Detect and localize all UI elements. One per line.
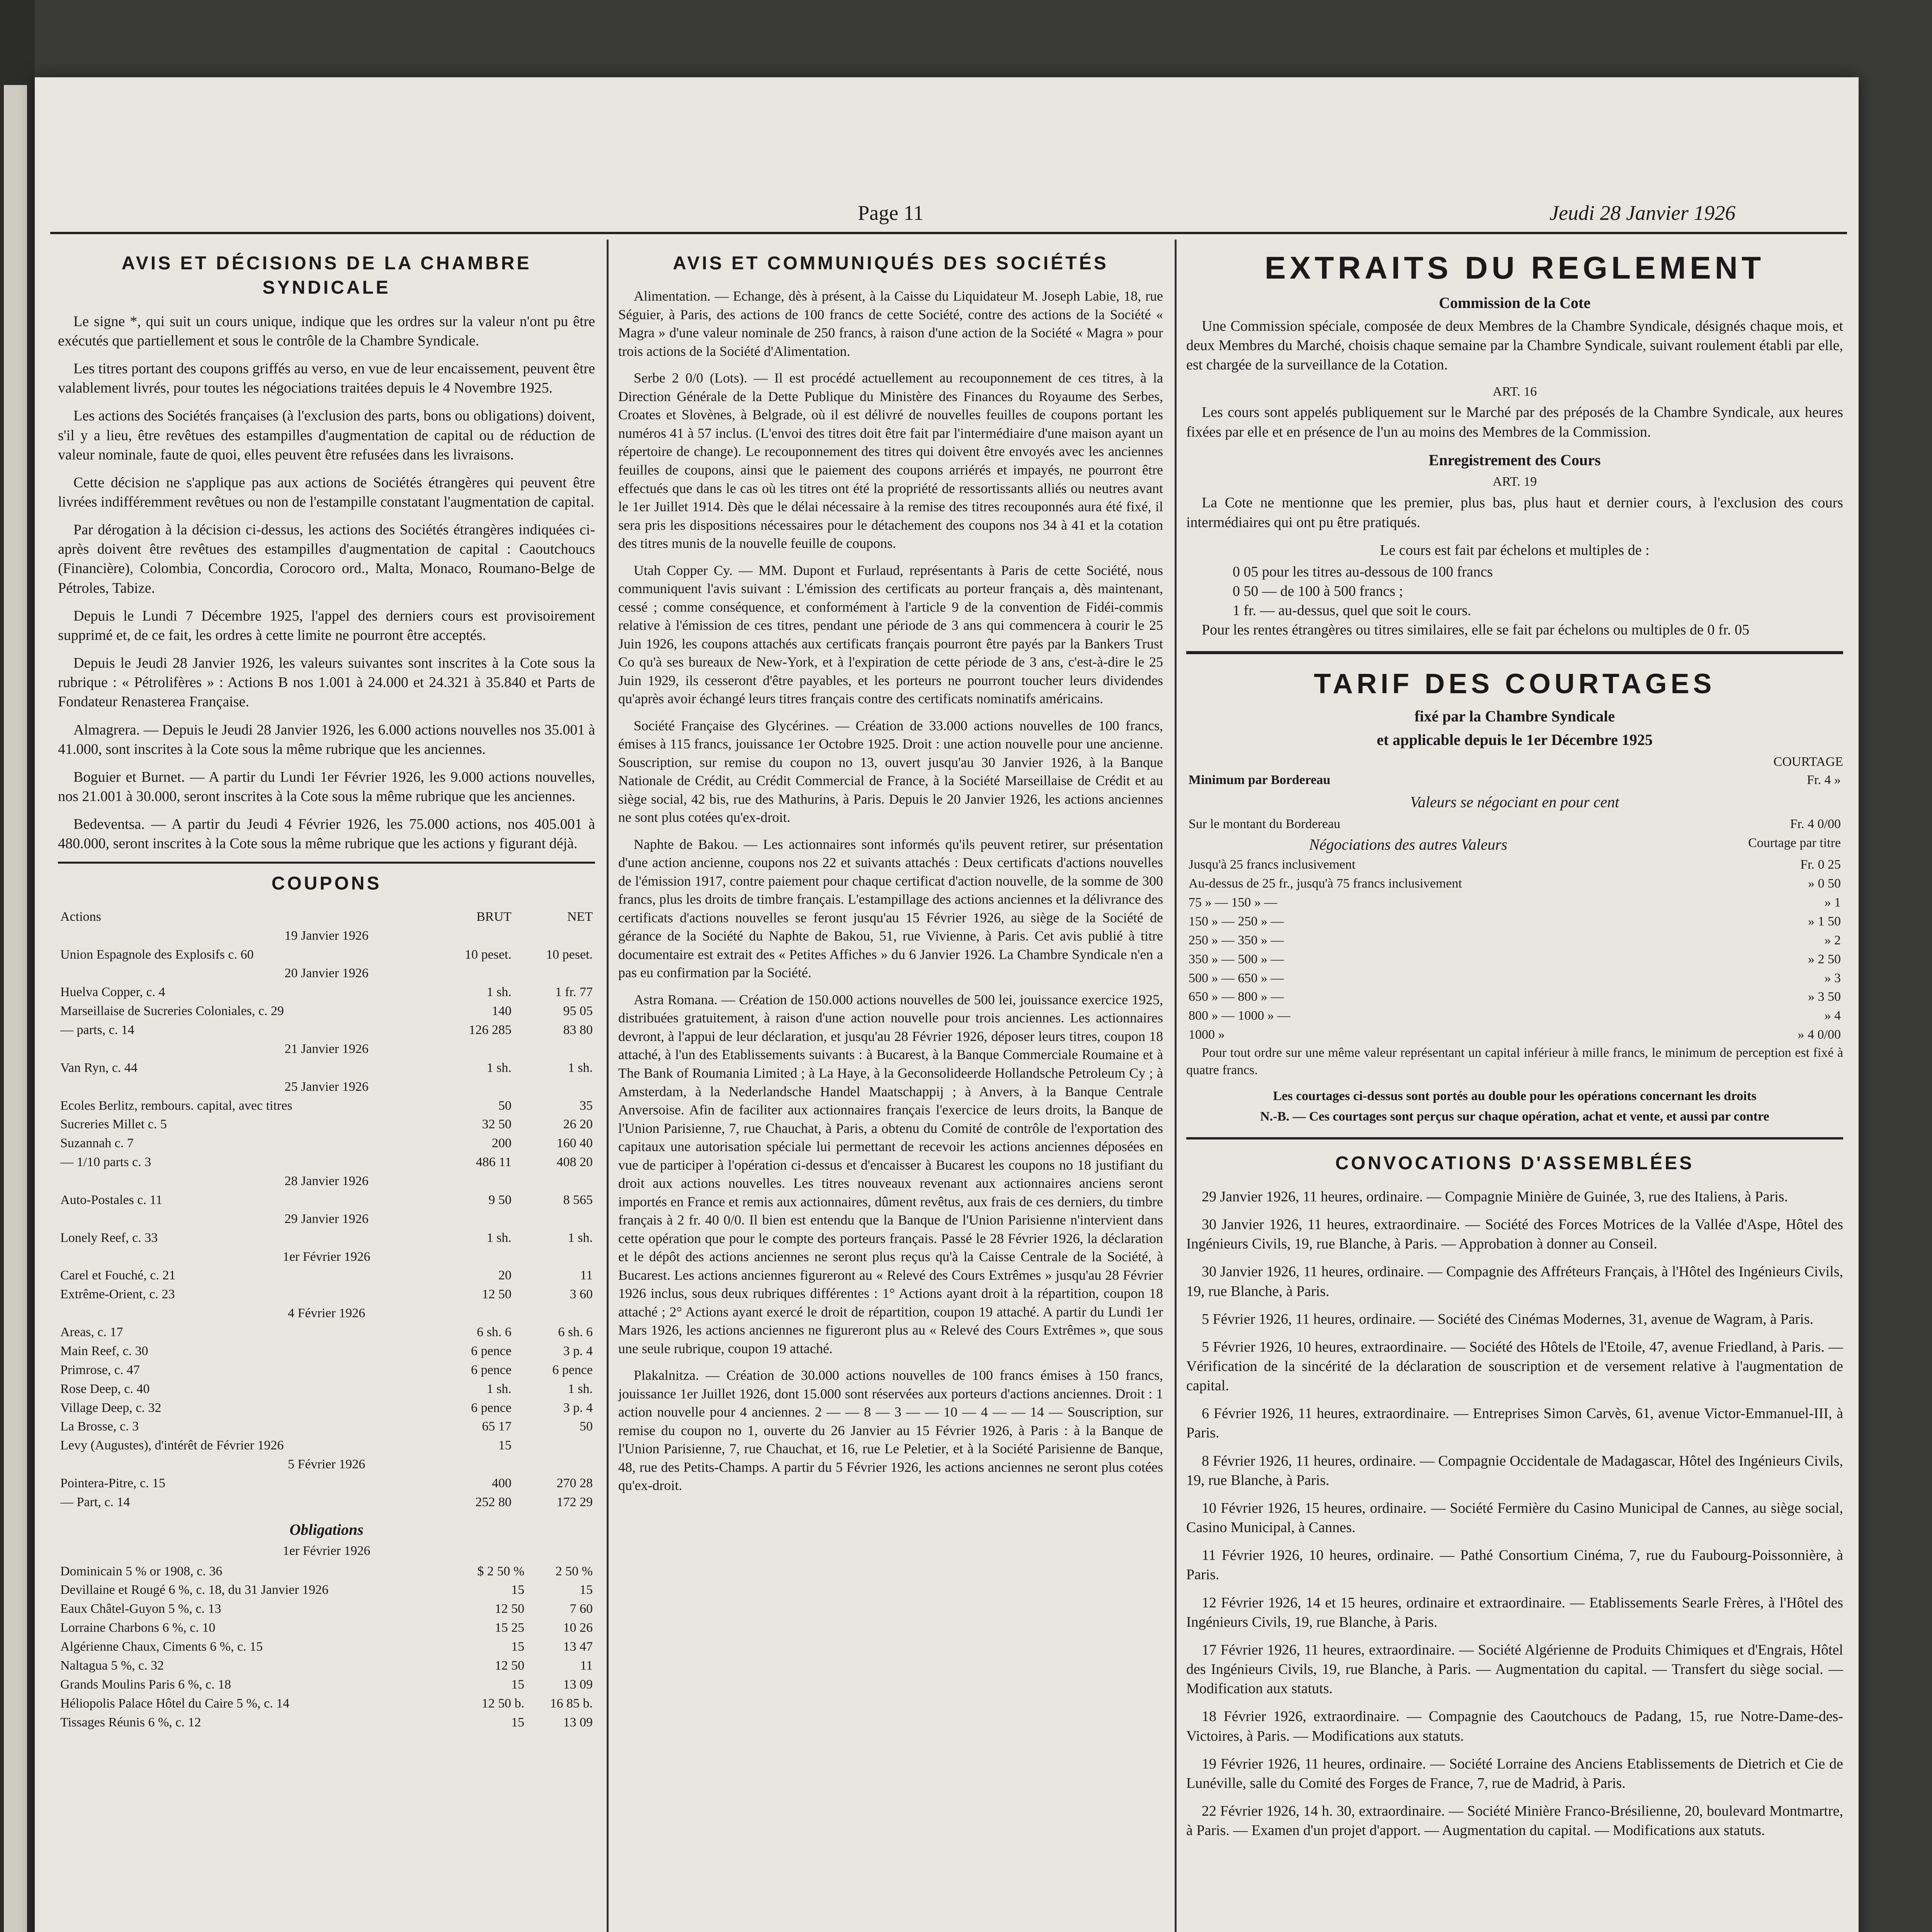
coupon-row: [58, 1436, 595, 1455]
communique-paragraph: Plakalnitza. — Création de 30.000 actions nouvelles de 100 francs émises à 150 francs, jouissance 1er Juillet 1926, dont 15.000 sont réservées aux porteurs d'actions anciennes. Droit : 1 action nouvelle pour 4 anciennes. 2 — — 8 — 3 — — 10 — 4 — — 14 — Souscription, sur remise du coupon no 1, ouverte du 26 Janvier au 15 Février 1926, à Paris : à la Banque de l'Union Parisienne, 7, rue Chauchat, et 16, rue Le Peletier, et à la Société Parisienne de Banque, 48, rue des Petits-Champs. A partir du 5 Février 1926, les actions anciennes ne seront plus cotées qu'ex-droit.: [618, 1367, 1163, 1493]
convocation-item: 10 Février 1926, 15 heures, ordinaire. — Société Fermière du Casino Municipal de Cannes, au siège social, Casino Municipal, à Cannes.: [1186, 1500, 1843, 1536]
coupon-oblig-row: [58, 1562, 595, 1581]
avis-paragraph: Almagrera. — Depuis le Jeudi 28 Janvier 1926, les 6.000 actions nouvelles nos 35.001 à 41.000, sont inscrites à la Cote sous la même rubrique que les anciennes.: [58, 721, 595, 757]
newspaper-page: [35, 77, 1859, 1932]
coupon-row-cell: NET: [567, 909, 593, 924]
tarif-row-cell: Jusqu'à 25 francs inclusivement: [1189, 857, 1355, 872]
avis-societes-paragraphs: [618, 287, 1163, 1495]
coupon-oblig-row-cell: 13 47: [563, 1639, 593, 1654]
coupon-row-cell: Main Reef, c. 30: [60, 1344, 148, 1358]
tarif-row-cell: 250 » — 350 » —: [1189, 933, 1284, 947]
convocation-item: 17 Février 1926, 11 heures, extraordinaire. — Société Algérienne de Produits Chimiques et d'Engrais, Hôtel des Ingénieurs Civils, 19, rue Blanche, à Paris. — Augmentation du capital. — Transfert du siège social. — Modification aux statuts.: [1186, 1641, 1843, 1697]
coupon-oblig-row-cell: 11: [580, 1658, 593, 1673]
coupon-oblig-row-cell: Grands Moulins Paris 6 %, c. 18: [60, 1677, 231, 1692]
column-separator-1: [607, 240, 609, 1932]
coupon-oblig-row-cell: Naltagua 5 %, c. 32: [60, 1658, 164, 1673]
tarif-row: [1186, 1026, 1843, 1044]
convocation-item: 8 Février 1926, 11 heures, ordinaire. — Compagnie Occidentale de Madagascar, Hôtel des Ingénieurs Civils, 19, rue Blanche, à Paris.: [1186, 1452, 1843, 1488]
coupon-row-cell: 35: [580, 1098, 593, 1113]
tarif-courtage-label: COURTAGE: [1773, 755, 1843, 769]
tarif-row: [1186, 1007, 1843, 1026]
coupon-oblig-row-cell: Lorraine Charbons 6 %, c. 10: [60, 1621, 216, 1635]
convocation-item: 29 Janvier 1926, 11 heures, ordinaire. — Compagnie Minière de Guinée, 3, rue des Italiens, à Paris.: [1202, 1188, 1788, 1205]
coupon-row: [58, 1040, 595, 1059]
echelons-intro: Le cours est fait par échelons et multiples de :: [1380, 542, 1650, 558]
coupon-row-cell: — parts, c. 14: [60, 1023, 134, 1037]
avis-decisions-title: AVIS ET DÉCISIONS DE LA CHAMBRE SYNDICALE: [121, 253, 532, 298]
coupon-row-cell: 486 11: [476, 1155, 512, 1170]
coupon-row-cell: Village Deep, c. 32: [60, 1400, 162, 1415]
echelons-list: [1186, 562, 1843, 620]
tarif-row-cell: » 1: [1824, 895, 1841, 910]
coupon-oblig-row-cell: 10 26: [563, 1621, 593, 1635]
tarif-row: [1186, 988, 1843, 1007]
coupon-row-cell: 6 pence: [552, 1362, 593, 1377]
art19-text: La Cote ne mentionne que les premier, plus bas, plus haut et dernier cours, à l'exclusion des cours intermédiaires qui ont pu être pratiqués.: [1186, 495, 1843, 531]
coupon-row-date: 1er Février 1926: [282, 1249, 371, 1264]
coupon-row: [58, 1323, 595, 1342]
coupon-oblig-row-cell: 13 09: [563, 1677, 593, 1692]
coupon-row-cell: La Brosse, c. 3: [60, 1419, 139, 1434]
coupon-oblig-row: [58, 1619, 595, 1638]
convocation-item: 5 Février 1926, 11 heures, ordinaire. — Société des Cinémas Modernes, 31, avenue de Wagram, à Paris.: [1202, 1311, 1814, 1327]
tarif-note1: Pour tout ordre sur une même valeur représentant un capital inférieur à mille francs, le minimum de perception est fixé à quatre francs.: [1186, 1046, 1843, 1077]
coupon-row: [58, 946, 595, 964]
coupon-row-cell: Actions: [60, 909, 101, 924]
coupon-oblig-row: [58, 1656, 595, 1675]
tarif-row-cell: 150 » — 250 » —: [1189, 914, 1284, 929]
tarif-row-cell: » 1 50: [1808, 914, 1841, 929]
convocation-item: 30 Janvier 1926, 11 heures, ordinaire. — Compagnie des Affréteurs Français, à l'Hôtel des Ingénieurs Civils, 19, rue Blanche, à Paris.: [1186, 1264, 1843, 1299]
coupon-row: [58, 1134, 595, 1153]
coupon-oblig-row-cell: Héliopolis Palace Hôtel du Caire 5 %, c. 14: [60, 1696, 289, 1711]
coupon-row-cell: 50: [580, 1419, 593, 1434]
coupon-row-cell: 26 20: [563, 1117, 593, 1132]
coupon-oblig-row-cell: Eaux Châtel-Guyon 5 %, c. 13: [60, 1602, 221, 1616]
convocations-list: [1186, 1187, 1843, 1840]
convocation-item: 12 Février 1926, 14 et 15 heures, ordinaire et extraordinaire. — Etablissements Searle Frères, à l'Hôtel des Ingénieurs Civils, 19, rue Blanche, à Paris.: [1186, 1594, 1843, 1630]
coupon-row-cell: 3 p. 4: [563, 1400, 593, 1415]
coupon-row-date: 28 Janvier 1926: [284, 1174, 369, 1189]
coupon-row-cell: 10 peset.: [546, 947, 593, 962]
coupon-row-cell: Huelva Copper, c. 4: [60, 985, 165, 1000]
coupon-row-date: 21 Janvier 1926: [284, 1041, 369, 1056]
coupon-row-cell: 1 sh.: [486, 985, 512, 1000]
coupon-row-cell: 200: [492, 1136, 512, 1151]
coupon-row-cell: Levy (Augustes), d'intérêt de Février 1926: [60, 1438, 284, 1453]
coupon-row-cell: Union Espagnole des Explosifs c. 60: [60, 947, 254, 962]
coupon-row-cell: — 1/10 parts c. 3: [60, 1155, 151, 1170]
coupon-row: [58, 1097, 595, 1116]
column-avis-societes: [618, 247, 1163, 1503]
coupon-oblig-row-cell: 15: [511, 1583, 525, 1597]
tarif-sub1: fixé par la Chambre Syndicale: [1414, 707, 1615, 725]
tarif-row-cell: 800 » — 1000 » —: [1189, 1009, 1291, 1023]
convocation-item: 30 Janvier 1926, 11 heures, extraordinaire. — Société des Forces Motrices de la Vallée d'Aspe, Hôtel des Ingénieurs Civils, 19, rue Blanche, à Paris. — Approbation à donner au Conseil.: [1186, 1216, 1843, 1252]
coupon-row: [58, 1172, 595, 1191]
coupon-row: [58, 1021, 595, 1040]
convocation-item: 22 Février 1926, 14 h. 30, extraordinaire. — Société Minière Franco-Brésilienne, 20, boulevard Montmartre, à Paris. — Examen d'un projet d'apport. — Augmentation du capital. — Modifications aux statuts.: [1186, 1803, 1843, 1839]
coupon-oblig-row-cell: 15: [580, 1583, 593, 1597]
coupon-oblig-row-cell: 15: [511, 1639, 525, 1654]
echelon-item: 0 05 pour les titres au-dessous de 100 francs: [1233, 563, 1493, 580]
avis-paragraph: Depuis le Jeudi 28 Janvier 1926, les valeurs suivantes sont inscrites à la Cote sous la rubrique : « Pétrolifères » : Actions B nos 1.001 à 24.000 et 24.321 à 35.840 et Parts de Fondateur Renasterea Française.: [58, 655, 595, 710]
coupon-row: [58, 1399, 595, 1418]
tarif-row: [1186, 893, 1843, 912]
coupon-row: [58, 1304, 595, 1323]
coupon-row-cell: 15: [498, 1438, 512, 1453]
coupon-row-cell: 6 sh. 6: [476, 1325, 512, 1340]
coupon-oblig-row-cell: 16 85 b.: [550, 1696, 593, 1711]
coupon-oblig-row-cell: 15: [511, 1677, 525, 1692]
coupon-row-cell: — Part, c. 14: [60, 1495, 130, 1509]
coupon-row-cell: 6 pence: [471, 1400, 512, 1415]
convocation-item: 19 Février 1926, 11 heures, ordinaire. — Société Lorraine des Anciens Etablissements de Dietrich et Cie de Lunéville, salle du Comité des Forges de France, 7, rue de Madrid, à Paris.: [1186, 1755, 1843, 1791]
page-number: Page 11: [858, 201, 924, 224]
coupon-row-cell: 252 80: [475, 1495, 512, 1509]
coupon-row-date: 25 Janvier 1926: [284, 1079, 369, 1094]
coupon-row-cell: 270 28: [556, 1476, 593, 1491]
art19-label: ART. 19: [1492, 474, 1537, 489]
coupon-row-cell: 12 50: [482, 1287, 512, 1302]
coupon-row: [58, 1266, 595, 1285]
tarif-row: [1186, 950, 1843, 969]
tarif-minimum: [1186, 771, 1843, 790]
coupon-row: [58, 1078, 595, 1097]
coupon-row-cell: Auto-Postales c. 11: [60, 1192, 163, 1207]
coupon-row: [58, 1115, 595, 1134]
tarif-row-cell: » 3: [1824, 971, 1841, 985]
coupon-row-cell: Lonely Reef, c. 33: [60, 1230, 158, 1245]
echelon-item: 1 fr. — au-dessus, quel que soit le cours.: [1233, 602, 1471, 619]
tarif-row-cell: 75 » — 150 » —: [1189, 895, 1277, 910]
coupon-oblig-row-cell: 12 50: [495, 1602, 525, 1616]
coupon-row-cell: 8 565: [563, 1192, 593, 1207]
communique-paragraph: Naphte de Bakou. — Les actionnaires sont informés qu'ils peuvent retirer, sur présentation d'une action ancienne, coupons nos 22 et suivants attachés : Deux certificats d'actions nouvelles de l'émission 1917, contre paiement pour chaque certificat d'action nouvelle, de la somme de 300 francs, plus les droits de timbre français. L'estampillage des actions anciennes et la délivrance des certificats d'actions nouvelles se feront jusqu'au 15 Février 1926, au siège de la Société de gérance de la Société du Naphte de Bakou, 51, rue Vivienne, à Paris. Cet avis publié à titre documentaire est extrait des « Petites Affiches » du 6 Janvier 1926. La Chambre Syndicale n'en a pas eu confirmation par la Société.: [618, 836, 1163, 981]
coupon-oblig-row-cell: 7 60: [570, 1602, 593, 1616]
coupon-row-cell: Suzannah c. 7: [60, 1136, 134, 1151]
convocation-item: 5 Février 1926, 10 heures, extraordinaire. — Société des Hôtels de l'Etoile, 47, avenue Friedland, à Paris. — Vérification de la sincérité de la déclaration de souscription et de versement relative à l'augmentation de capital.: [1186, 1338, 1843, 1394]
tarif-min-label: Minimum par Bordereau: [1189, 772, 1331, 787]
echelon-item: 0 50 — de 100 à 500 francs ;: [1233, 583, 1403, 599]
coupons-table: [58, 908, 595, 1512]
commission-text: Une Commission spéciale, composée de deux Membres de la Chambre Syndicale, désignés chaque mois, et deux Membres du Marché, choisis chaque semaine par la Chambre Syndicale, suivant roulement établi par elle, est chargée de la surveillance de la Cotation.: [1186, 318, 1843, 373]
coupon-row: [58, 1380, 595, 1399]
coupon-row: [58, 1059, 595, 1078]
coupon-row-date: 20 Janvier 1926: [284, 966, 369, 981]
coupons-title: COUPONS: [271, 873, 382, 894]
coupon-row-cell: 50: [498, 1098, 512, 1113]
coupon-row-cell: 1 sh.: [486, 1381, 512, 1396]
tarif-row-cell: 500 » — 650 » —: [1189, 971, 1284, 985]
enregistrement-title: Enregistrement des Cours: [1429, 451, 1601, 469]
coupon-row: [58, 1285, 595, 1304]
column-reglement: [1186, 247, 1843, 1849]
coupon-row-cell: 1 sh.: [486, 1230, 512, 1245]
coupon-row-cell: 6 pence: [471, 1362, 512, 1377]
tarif-row: [1186, 874, 1843, 893]
coupon-oblig-row-cell: Algérienne Chaux, Ciments 6 %, c. 15: [60, 1639, 263, 1654]
convocations-title: CONVOCATIONS D'ASSEMBLÉES: [1335, 1153, 1694, 1173]
coupon-row-cell: 10 peset.: [464, 947, 512, 962]
tarif-rule: [1186, 651, 1843, 654]
adjacent-page-strip: [4, 85, 27, 1932]
avis-decisions-paragraphs: [58, 312, 595, 854]
communique-paragraph: Alimentation. — Echange, dès à présent, à la Caisse du Liquidateur M. Joseph Labie, 18, rue Séguier, à Paris, des actions de 100 francs de cette Société, contre des actions de la Société « Magra » d'une valeur nominale de 250 francs, à raison d'une action de la Société « Magra » pour trois actions de la Société d'Alimentation.: [618, 288, 1163, 359]
communique-paragraph: Société Française des Glycérines. — Création de 33.000 actions nouvelles de 100 francs, émises à 115 francs, jouissance 1er Octobre 1925. Droit : une action nouvelle pour une ancienne. Souscription, sur remise du coupon no 13, ouvert jusqu'au 30 Janvier 1926, à la Banque Nationale de Crédit, au Crédit Commercial de France, à la Société Marseillaise de Crédit et au siège social, 42 bis, rue des Mathurins, à Paris. Depuis le 20 Janvier 1926, les actions anciennes ne sont plus cotées qu'ex-droit.: [618, 718, 1163, 825]
coupon-row-cell: 32 50: [482, 1117, 512, 1132]
communique-paragraph: Serbe 2 0/0 (Lots). — Il est procédé actuellement au recouponnement de ces titres, à la Direction Générale de la Dette Publique du Ministère des Finances du Royaume des Serbes, Croates et Slovènes, à Belgrade, où il est délivré de nouvelles feuilles de coupons portant les numéros 41 à 57 inclus. (L'envoi des titres doit être fait par l'intermédiaire d'une maison ayant un répertoire de change). Le recouponnement des titres qui doivent être envoyés avec les anciennes feuilles de coupons, ainsi que le paiement des coupons arriérés et impayés, ne pourront être effectués que dans le cas où les titres ont été la propriété de ressortissants alliés ou neutres avant le 1er Juillet 1914. Dès que le délai nécessaire à la remise des titres recouponnés aura été fixé, il sera pris les dispositions nécessaires pour le détachement des coupons nos 34 à 41 et la cotation des titres munis de la nouvelle feuille de coupons.: [618, 370, 1163, 551]
coupon-row-cell: Extrême-Orient, c. 23: [60, 1287, 175, 1302]
coupon-row-cell: 1 sh.: [568, 1381, 593, 1396]
art16-label: ART. 16: [1492, 384, 1537, 399]
avis-societes-title: AVIS ET COMMUNIQUÉS DES SOCIÉTÉS: [673, 253, 1109, 274]
tarif-row-cell: Au-dessus de 25 fr., jusqu'à 75 francs inclusivement: [1189, 876, 1462, 891]
coupons-obligations-title: Obligations: [289, 1520, 364, 1538]
coupon-row-cell: 140: [492, 1004, 512, 1019]
coupon-oblig-row: [58, 1675, 595, 1694]
tarif-row-cell: » 2 50: [1808, 952, 1841, 966]
tarif-row: [1186, 912, 1843, 931]
coupon-row-cell: Carel et Fouché, c. 21: [60, 1268, 176, 1283]
convocation-item: 11 Février 1926, 10 heures, ordinaire. — Pathé Consortium Cinéma, 7, rue du Faubourg-Poissonnière, à Paris.: [1186, 1547, 1843, 1583]
coupon-row-cell: 95 05: [563, 1004, 593, 1019]
tarif-autres-header: [1186, 834, 1843, 856]
coupon-row: [58, 908, 595, 927]
communique-paragraph: Utah Copper Cy. — MM. Dupont et Furlaud, représentants à Paris de cette Société, nous communiquent l'avis suivant : L'émission des certificats au porteur français a, dès maintenant, cessé ; comme conséquence, et conformément à l'article 9 de la convention de Fidéi-commis relative à l'émission de ces titres, pendant une période de 3 ans qui commencera à courir le 25 Juin 1926, les coupons attachés aux certificats français pourront être payés par la Bankers Trust Co qu'à ses bureaux de New-York, et à l'expiration de cette période de 3 ans, c'est-à-dire le 25 Juin 1929, ils cesseront d'être payables, et les porteurs ne pourront toucher leurs dividendes qu'après avoir échangé leurs titres français contre des certificats nominatifs américains.: [618, 562, 1163, 707]
coupon-row: [58, 1342, 595, 1361]
coupon-row-date: 19 Janvier 1926: [284, 928, 369, 943]
coupon-oblig-row-cell: 13 09: [563, 1715, 593, 1730]
coupon-oblig-row-cell: 12 50: [495, 1658, 525, 1673]
column-avis-decisions: [58, 247, 595, 1732]
coupon-row: [58, 927, 595, 946]
coupon-row: [58, 1361, 595, 1380]
coupon-row: [58, 1229, 595, 1248]
coupon-row: [58, 1474, 595, 1493]
coupon-oblig-row-cell: 15: [511, 1715, 525, 1730]
convocation-item: 18 Février 1926, extraordinaire. — Compagnie des Caoutchoucs de Padang, 15, rue Notre-Dame-des-Victoires, à Paris. — Modifications aux statuts.: [1186, 1708, 1843, 1744]
coupon-oblig-row-cell: Tissages Réunis 6 %, c. 12: [60, 1715, 201, 1730]
tarif-row-cell: » 4: [1824, 1009, 1841, 1023]
tarif-row: [1186, 969, 1843, 988]
avis-paragraph: Bedeventsa. — A partir du Jeudi 4 Février 1926, les 75.000 actions, nos 405.001 à 480.000, seront inscrites à la Cote sous la même rubrique que les actions y figurant déjà.: [58, 816, 595, 852]
art16-text: Les cours sont appelés publiquement sur le Marché par des préposés de la Chambre Syndicale, aux heures fixées par elle et en présence de l'un au moins des Membres de la Commission.: [1186, 404, 1843, 440]
coupon-row-cell: 20: [498, 1268, 512, 1283]
coupon-oblig-row: [58, 1713, 595, 1732]
coupon-row-cell: 3 p. 4: [563, 1344, 593, 1358]
coupon-row-cell: Pointera-Pitre, c. 15: [60, 1476, 165, 1491]
tarif-autres-head: Courtage par titre: [1748, 835, 1841, 850]
tarif-note2: Les courtages ci-dessus sont portés au double pour les opérations concernant les droits: [1273, 1088, 1757, 1103]
avis-paragraph: Boguier et Burnet. — A partir du Lundi 1er Février 1926, les 9.000 actions nouvelles, nos 21.001 à 30.000, seront inscrites à la Cote sous la même rubrique que les anciennes.: [58, 769, 595, 804]
tarif-row-cell: » 3 50: [1808, 990, 1841, 1004]
tarif-title: TARIF DES COURTAGES: [1314, 668, 1716, 700]
tarif-row-cell: 650 » — 800 » —: [1189, 990, 1284, 1004]
coupon-row: [58, 983, 595, 1002]
coupon-row-cell: 400: [492, 1476, 512, 1491]
coupon-row-cell: 3 60: [570, 1287, 593, 1302]
coupon-oblig-row: [58, 1694, 595, 1713]
page-edge-left: [0, 0, 35, 1932]
coupon-row-cell: 172 29: [556, 1495, 593, 1509]
coupon-row-date: 29 Janvier 1926: [284, 1211, 369, 1226]
tarif-row: [1186, 855, 1843, 874]
avis-paragraph: Depuis le Lundi 7 Décembre 1925, l'appel des derniers cours est provisoirement supprimé et, de ce fait, les ordres à cette limite ne pourront être acceptés.: [58, 607, 595, 643]
coupons-rule: [58, 862, 595, 864]
tarif-cent: [1186, 815, 1843, 834]
avis-paragraph: Par dérogation à la décision ci-dessus, les actions des Sociétés étrangères indiquées ci-après doivent être revêtues des estampilles d'augmentation de capital : Caoutchoucs (Financière), Colombia, Concordia, Corocoro ord., Malta, Monaco, Roumano-Belge de Pétroles, Tabize.: [58, 522, 595, 596]
coupon-row-cell: 6 sh. 6: [558, 1325, 593, 1340]
convocation-item: 6 Février 1926, 11 heures, extraordinaire. — Entreprises Simon Carvès, 61, avenue Victor-Emmanuel-III, à Paris.: [1186, 1405, 1843, 1441]
tarif-row-cell: 350 » — 500 » —: [1189, 952, 1284, 966]
tarif-table: [1186, 855, 1843, 1044]
tarif-cent-title: Valeurs se négociant en pour cent: [1410, 793, 1619, 811]
coupon-row-cell: Sucreries Millet c. 5: [60, 1117, 167, 1132]
coupon-row: [58, 1153, 595, 1172]
coupon-oblig-row: [58, 1638, 595, 1656]
coupon-row-cell: 1 sh.: [568, 1230, 593, 1245]
tarif-sub2: et applicable depuis le 1er Décembre 1925: [1377, 731, 1653, 749]
tarif-row: [1186, 931, 1843, 950]
header-rule: [50, 232, 1847, 234]
avis-paragraph: Le signe *, qui suit un cours unique, indique que les ordres sur la valeur n'ont pu être exécutés que partiellement et sous le contrôle de la Chambre Syndicale.: [58, 313, 595, 349]
tarif-row-cell: 1000 »: [1189, 1027, 1225, 1042]
avis-paragraph: Cette décision ne s'applique pas aux actions de Sociétés étrangères qui peuvent être livrées indifféremment revêtues ou non de l'estampille constatant l'augmentation de capital.: [58, 474, 595, 510]
coupon-row-cell: 1 sh.: [486, 1060, 512, 1075]
coupon-row-date: 5 Février 1926: [287, 1457, 366, 1472]
coupon-row: [58, 964, 595, 983]
communique-paragraph: Astra Romana. — Création de 150.000 actions nouvelles de 500 lei, jouissance exercice 1925, distribuées gratuitement, à raison d'une action nouvelle pour trois anciennes. Les actionnaires devront, à l'appui de leur déclaration, et jusqu'au 28 Février 1926, déposer leurs titres, coupon 18 attaché, à l'un des Etablissements suivants : à Bucarest, à la Banque Commerciale Roumaine et à The Bank of Roumania Limited ; à La Haye, à la Geconsolideerde Hollandsche Petroleum Cy ; à Amsterdam, à la Nederlandsche Handel Maatschappij ; à Anvers, à la Banque Centrale Anversoise. Afin de faciliter aux actionnaires français l'exercice de leurs droits, la Banque de l'Union Parisienne, 7, rue Chauchat, à Paris, a obtenu du Comité de contrôle de l'exportation des capitaux une autorisation spéciale lui permettant de recevoir les actions anciennes déposées en vue de participer à l'opération ci-dessus et d'encaisser à Bucarest les coupons no 18 justifiant du droit aux actions nouvelles. Les titres nouveaux revenant aux actionnaires anciens seront importés en France et remis aux actionnaires, dûment revêtus, aux frais de ces derniers, du timbre français à 2 fr. 40 0/0. Il bien est entendu que la Banque de l'Union Parisienne n'intervient dans cette opération que pour le compte des porteurs français. Passé le 28 Février 1926, la déclaration et le dépôt des actions anciennes ne seront plus reçus qu'à la Caisse Centrale de la Société, à Bucarest. Les actions anciennes figureront au « Relevé des Cours Extrêmes » jusqu'au 28 Février 1926 inclus, sous deux rubriques différentes : 1° Actions ayant droit à la répartition, coupon 18 attaché ; 2° Actions ayant exercé le droit de répartition, coupon 19 attaché. A partir du Lundi 1er Mars 1926, les actions anciennes ne figureront plus au « Relevé des Cours Extrêmes », que sous une seule rubrique, coupon 19 attaché.: [618, 992, 1163, 1356]
coupon-oblig-row: [58, 1600, 595, 1619]
echelons-foot: Pour les rentes étrangères ou titres similaires, elle se fait par échelons ou multiples de 0 fr. 05: [1202, 622, 1750, 638]
coupon-row-cell: 126 285: [469, 1023, 512, 1037]
coupon-oblig-row-cell: Devillaine et Rougé 6 %, c. 18, du 31 Janvier 1926: [60, 1583, 329, 1597]
coupons-obligations-date: 1er Février 1926: [282, 1543, 371, 1558]
avis-paragraph: Les titres portant des coupons griffés au verso, en vue de leur encaissement, peuvent être valablement livrés, pour toutes les négociations traitées depuis le 4 Novembre 1925.: [58, 361, 595, 396]
column-separator-2: [1175, 240, 1177, 1932]
tarif-autres-title: Négociations des autres Valeurs: [1309, 835, 1507, 853]
coupon-row-cell: 1 fr. 77: [555, 985, 593, 1000]
coupon-oblig-row-cell: 15 25: [495, 1621, 525, 1635]
coupon-row: [58, 1455, 595, 1474]
coupon-row: [58, 1191, 595, 1210]
tarif-cent-label: Sur le montant du Bordereau: [1189, 816, 1340, 831]
tarif-cent-value: Fr. 4 0/00: [1790, 816, 1841, 831]
coupon-row-cell: 6 pence: [471, 1344, 512, 1358]
coupon-row-cell: Ecoles Berlitz, rembours. capital, avec titres: [60, 1098, 293, 1113]
tarif-note3: N.-B. — Ces courtages sont perçus sur chaque opération, achat et vente, et aussi par contre: [1260, 1109, 1769, 1124]
coupon-row: [58, 1210, 595, 1229]
tarif-row-cell: Fr. 0 25: [1800, 857, 1841, 872]
coupon-row-cell: 83 80: [563, 1023, 593, 1037]
coupon-row-cell: [514, 1436, 595, 1455]
page-date: Jeudi 28 Janvier 1926: [1549, 201, 1736, 224]
coupon-row-cell: Van Ryn, c. 44: [60, 1060, 138, 1075]
coupon-row-cell: 1 sh.: [568, 1060, 593, 1075]
convocations-rule: [1186, 1137, 1843, 1139]
coupon-row-cell: Areas, c. 17: [60, 1325, 123, 1340]
tarif-row-cell: » 0 50: [1808, 876, 1841, 891]
coupon-row-cell: 160 40: [556, 1136, 593, 1151]
commission-title: Commission de la Cote: [1439, 294, 1591, 312]
coupon-oblig-row-cell: Dominicain 5 % or 1908, c. 36: [60, 1564, 223, 1578]
coupon-row: [58, 1493, 595, 1512]
coupon-row-cell: Primrose, c. 47: [60, 1362, 140, 1377]
avis-paragraph: Les actions des Sociétés françaises (à l'exclusion des parts, bons ou obligations) doivent, s'il y a lieu, être revêtues des estampilles d'augmentation de capital ou de réduction de valeur nominale, faute de quoi, elles peuvent être refusées dans les livraisons.: [58, 408, 595, 463]
coupon-oblig-row-cell: 2 50 %: [555, 1564, 593, 1578]
coupon-row: [58, 1002, 595, 1021]
coupon-row-cell: BRUT: [476, 909, 512, 924]
coupons-obligations-table: [58, 1562, 595, 1732]
coupon-row-cell: 11: [580, 1268, 593, 1283]
coupon-row-date: 4 Février 1926: [287, 1306, 366, 1321]
coupon-oblig-row-cell: $ 2 50 %: [477, 1564, 525, 1578]
tarif-row-cell: » 4 0/00: [1798, 1027, 1841, 1042]
coupon-row-cell: 65 17: [482, 1419, 512, 1434]
reglement-title: EXTRAITS DU REGLEMENT: [1264, 250, 1765, 286]
coupon-row-cell: 9 50: [488, 1192, 512, 1207]
coupon-row-cell: 408 20: [556, 1155, 593, 1170]
tarif-row-cell: » 2: [1824, 933, 1841, 947]
coupon-row: [58, 1417, 595, 1436]
coupon-row-cell: Rose Deep, c. 40: [60, 1381, 150, 1396]
coupon-row-cell: Marseillaise de Sucreries Coloniales, c. 29: [60, 1004, 284, 1019]
coupon-oblig-row-cell: 12 50 b.: [481, 1696, 525, 1711]
coupon-oblig-row: [58, 1581, 595, 1600]
tarif-min-value: Fr. 4 »: [1807, 772, 1841, 787]
coupon-row: [58, 1248, 595, 1267]
